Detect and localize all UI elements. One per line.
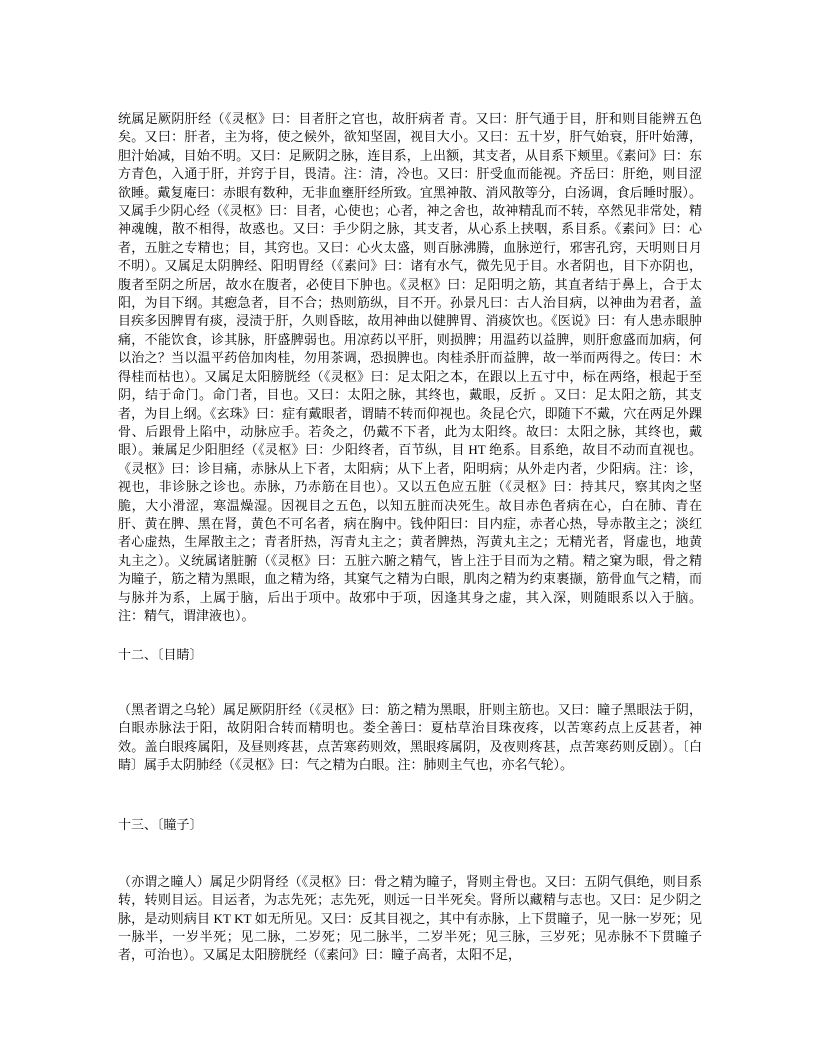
paragraph-mujing: （黑者谓之乌轮）属足厥阴肝经（《灵枢》曰：筋之精为黑眼，肝则主筋也。又曰：瞳子黑眼法于阴，白眼赤脉法于阳，故阴阳合转而精明也。娄全善曰：夏枯草治目珠夜疼，以苦寒药点上反甚者，神效。盖白眼疼属阳，及昼则疼甚，点苦寒药则效，黑眼疼属阴，及夜则疼甚，点苦寒药则反剧）。〔白睛〕属手太阴肺经（《灵枢》曰：气之精为白眼。注：肺则主气也，亦名气轮）。 xyxy=(118,701,702,772)
section-heading-mujing: 十二、〔目睛〕 xyxy=(118,647,203,663)
text-body xyxy=(118,110,702,965)
paragraph-eye-overview: 统属足厥阴肝经（《灵枢》曰：目者肝之官也，故肝病者 青。又曰：肝气通于目，肝和则目能辨五色矣。又曰：肝者，主为将，使之候外，欲知坚固，视目大小。又曰：五十岁，肝气始衰，肝叶始薄，胆汁始减，目始不明。又曰：足厥阴之脉，连目系，上出额，其支者，从目系下颊里。《素问》曰：东方青色，入通于肝，并窍于目，畏清。注：清，冷也。又曰：肝受血而能视。齐岳曰：肝绝，则目涩欲睡。戴复庵曰：赤眼有数种，无非血壅肝经所致。宜黑神散、消风散等分，白汤调，食后睡时服）。又属手少阴心经（《灵枢》曰：目者，心使也；心者，神之舍也，故神精乱而不转，卒然见非常处，精神魂魄，散不相得，故惑也。又曰：手少阴之脉，其支者，从心系上挟咽，系目系。《素问》曰：心者，五脏之专精也；目，其窍也。又曰：心火太盛，则百脉沸腾，血脉逆行，邪害孔窍，天明则日月不明）。又属足太阴脾经、阳明胃经（《素问》曰：诸有水气，微先见于目。水者阴也，目下亦阴也，腹者至阴之所居，故水在腹者，必使目下肿也。《灵枢》曰：足阳明之筋，其直者结于鼻上，合于太阳，为目下纲。其瘛急者，目不合；热则筋纵，目不开。孙景凡曰：古人治目病，以神曲为君者，盖目疾多因脾胃有痰，浸渍于肝，久则昏眩，故用神曲以健脾胃、消痰饮也。《医说》曰：有人患赤眼肿痛，不能饮食，诊其脉，肝盛脾弱也。用凉药以平肝，则损脾；用温药以益脾，则肝愈盛而加病，何以治之？当以温平药倍加肉桂，勿用茶调，恐损脾也。肉桂杀肝而益脾，故一举而两得之。传曰：木得桂而枯也）。又属足太阳膀胱经（《灵枢》曰：足太阳之本，在跟以上五寸中，标在两络，根起于至阴，结于命门。命门者，目也。又曰：太阳之脉，其终也，戴眼，反折 。又曰：足太阳之筋，其支者，为目上纲。《玄珠》曰：症有戴眼者，谓睛不转而仰视也。灸昆仑穴，即随下不戴，穴在两足外踝骨、后跟骨上陷中，动脉应手。若灸之，仍戴不下者，此为太阳终。故曰：太阳之脉，其终也，戴眼）。兼属足少阳胆经（《灵枢》曰：少阳终者，百节纵，目 HT 绝系。目系绝，故目不动而直视也。《灵枢》曰：诊目痛，赤脉从上下者，太阳病；从下上者，阳明病；从外走内者，少阳病。注：诊，视也，非诊脉之诊也。赤脉，乃赤筋在目也）。又以五色应五脏（《灵枢》曰：持其尺，察其肉之坚脆，大小滑涩，寒温燥湿。因视目之五色，以知五脏而决死生。故目赤色者病在心，白在肺、青在肝、黄在脾、黑在肾，黄色不可名者，病在胸中。钱仲阳曰：目内症，赤者心热，导赤散主之；淡红者心虚热，生犀散主之；青者肝热，泻青丸主之；黄者脾热，泻黄丸主之；无精光者，肾虚也，地黄丸主之）。义统属诸脏腑（《灵枢》曰：五脏六腑之精气，皆上注于目而为之精。精之窠为眼，骨之精为瞳子，筋之精为黑眼，血之精为络，其窠气之精为白眼，肌肉之精为约束裹撷，筋骨血气之精，而与脉并为系，上属于脑，后出于项中。故邪中于项，因逢其身之虚，其入深，则随眼系以入于脑。注：精气，谓津液也）。 xyxy=(118,111,702,623)
section-heading-tongzi: 十三、〔瞳子〕 xyxy=(118,817,203,833)
paragraph-tongzi: （亦谓之瞳人）属足少阴肾经（《灵枢》曰：骨之精为瞳子，肾则主骨也。又曰：五阴气俱绝，则目系转，转则目运。目运者，为志先死；志先死，则远一日半死矣。肾所以藏精与志也。又曰：足少阴之脉，是动则病目 KT KT 如无所见。又曰：反其目视之，其中有赤脉，上下贯瞳子，见一脉一岁死；见一脉半，一岁半死；见二脉，二岁死；见二脉半，二岁半死；见三脉，三岁死；见赤脉不下贯瞳子者，可治也）。又属足太阳膀胱经（《素问》曰：瞳子高者，太阳不足， xyxy=(118,873,702,963)
